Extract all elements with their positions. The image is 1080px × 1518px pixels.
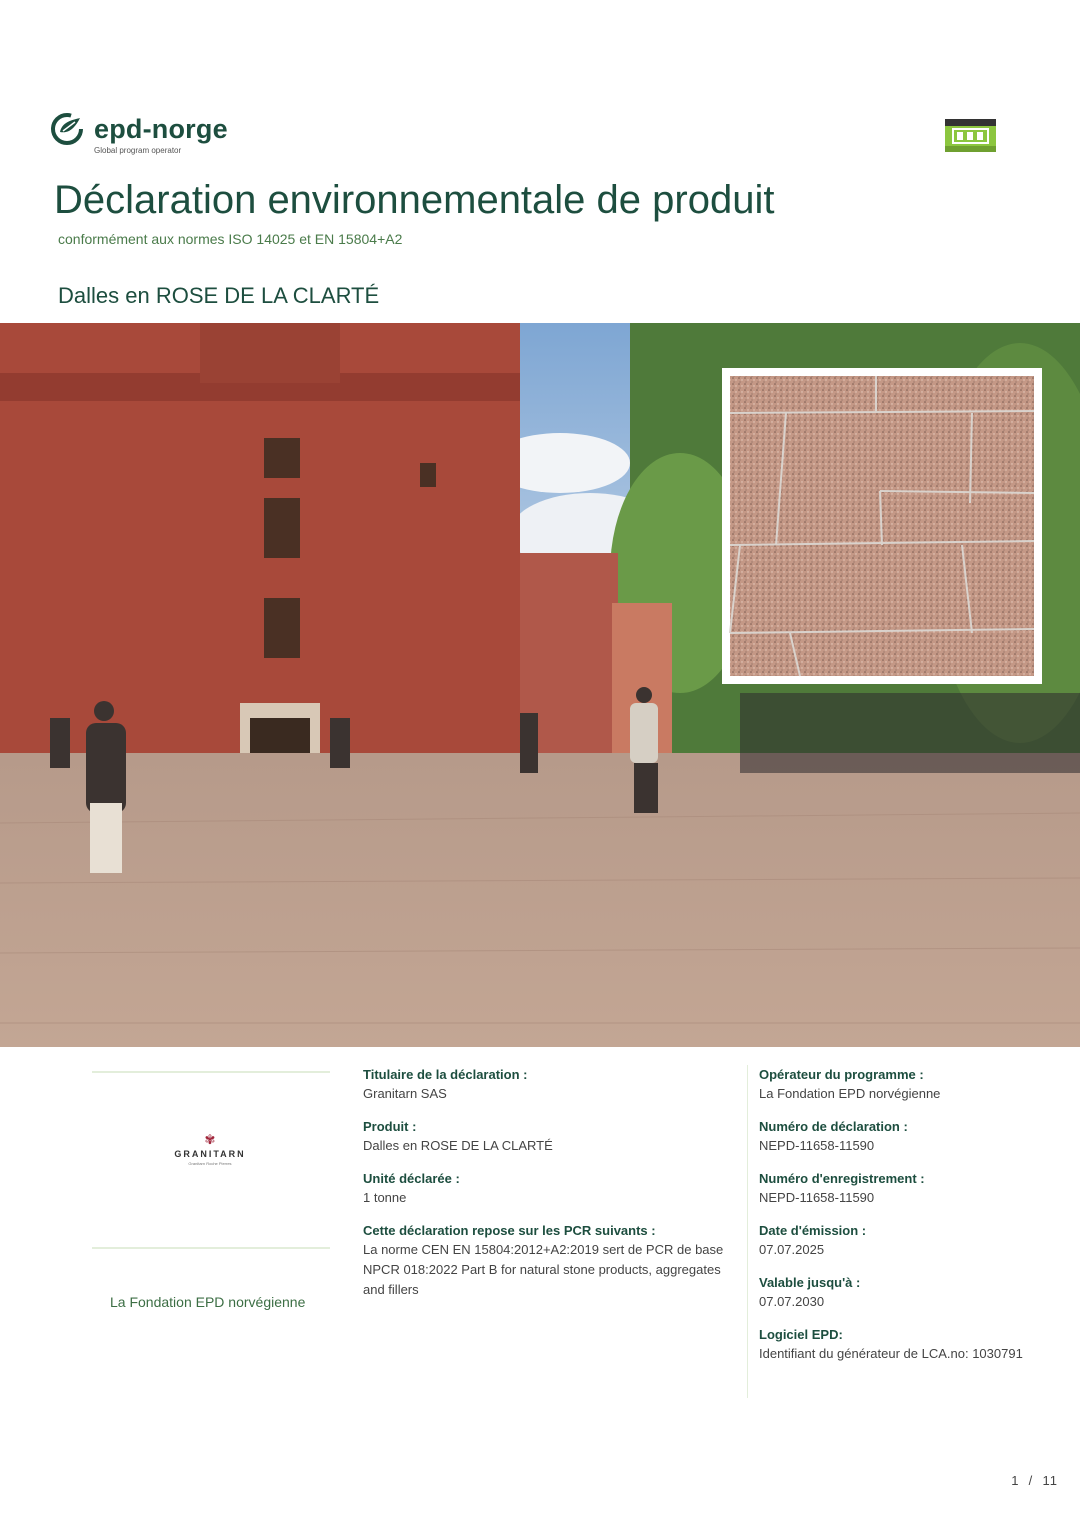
field-valid-until: Valable jusqu'à : 07.07.2030 bbox=[759, 1275, 861, 1309]
document-subtitle: conformément aux normes ISO 14025 et EN 15804+A2 bbox=[58, 231, 403, 247]
field-product: Produit : Dalles en ROSE DE LA CLARTÉ bbox=[363, 1119, 553, 1153]
field-pcr: Cette déclaration repose sur les PCR suivants : La norme CEN EN 15804:2012+A2:2019 sert de PCR de base NPCR 018:2022 Part B for natural stone products, aggregates and fillers bbox=[363, 1223, 724, 1297]
brand-tagline: Global program operator bbox=[94, 146, 182, 155]
granite-paving-closeup bbox=[722, 368, 1042, 684]
declaration-details bbox=[363, 1066, 735, 1314]
epd-norge-leaf-icon bbox=[50, 112, 84, 146]
divider-top bbox=[92, 1071, 330, 1073]
page-number: 1 / 11 bbox=[1011, 1473, 1058, 1488]
epd-norge-logo bbox=[50, 112, 228, 155]
granitarn-flower-icon: ✾ bbox=[204, 1132, 216, 1147]
granitarn-sub: Granitarn Roche Pierres bbox=[188, 1161, 232, 1166]
program-details bbox=[759, 1066, 1059, 1378]
granitarn-name: GRANITARN bbox=[174, 1149, 246, 1159]
brand-name: epd-norge bbox=[94, 114, 228, 144]
field-epd-software: Logiciel EPD: Identifiant du générateur de LCA.no: 1030791 bbox=[759, 1327, 1023, 1361]
epd-international-badge-icon bbox=[945, 119, 996, 152]
document-title: Déclaration environnementale de produit bbox=[54, 178, 775, 222]
field-issue-date: Date d'émission : 07.07.2025 bbox=[759, 1223, 867, 1257]
column-divider bbox=[747, 1065, 748, 1398]
field-declaration-number: Numéro de déclaration : NEPD-11658-11590 bbox=[759, 1119, 908, 1153]
divider-bottom bbox=[92, 1247, 330, 1249]
castle-square-photo bbox=[0, 323, 1080, 1047]
field-registration-number: Numéro d'enregistrement : NEPD-11658-11590 bbox=[759, 1171, 925, 1205]
field-operator: Opérateur du programme : La Fondation EPD norvégienne bbox=[759, 1067, 941, 1101]
product-title: Dalles en ROSE DE LA CLARTÉ bbox=[58, 283, 380, 308]
foundation-label: La Fondation EPD norvégienne bbox=[110, 1294, 306, 1310]
field-declared-unit: Unité déclarée : 1 tonne bbox=[363, 1171, 460, 1205]
granitarn-logo bbox=[160, 1133, 260, 1166]
field-holder: Titulaire de la déclaration : Granitarn SAS bbox=[363, 1067, 528, 1101]
